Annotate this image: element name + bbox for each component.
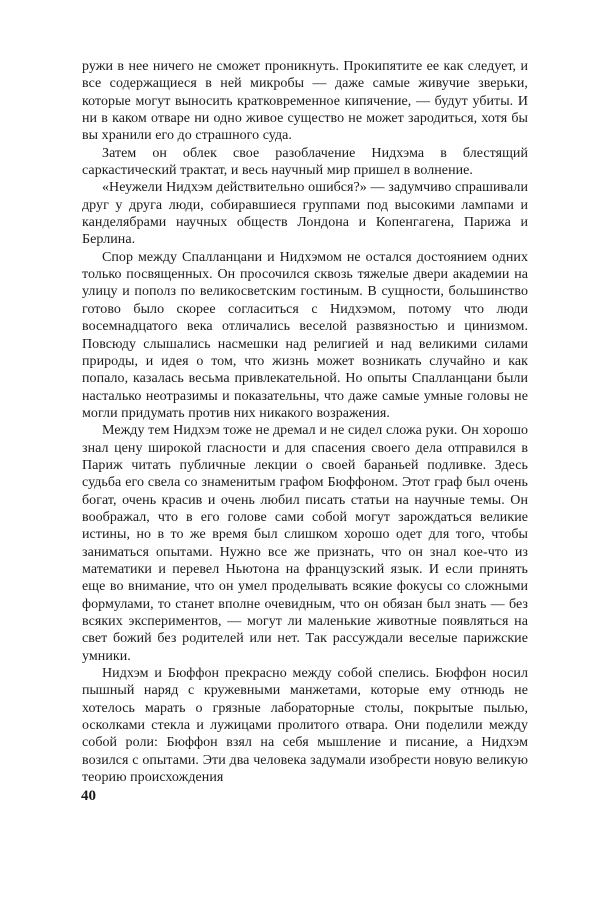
paragraph-treatise: Затем он облек свое разоблачение Нидхэма в блестящий саркастический трактат, и весь научный мир пришел в волнение. [82, 145, 528, 179]
paragraph-continuation: ружи в нее ничего не сможет проникнуть. Прокипятите ее как следует, и все содержащиеся в ней микробы — даже самые живучие зверьки, которые могут выносить кратковременное кипячение, — будут убиты. И ни в каком отваре ни одно живое существо не может зародиться, хотя бы вы хранили его до страшного суда. [82, 59, 528, 144]
paragraph-needham-buffon: Нидхэм и Бюффон прекрасно между собой спелись. Бюффон носил пышный наряд с кружевными манжетами, которые ему отнюдь не хотелось марать о грязные лабораторные столы, покрытые пылью, осколками стекла и лужицами пролитого отвара. Они поделили между собой роли: Бюффон взял на себя мышление и писание, а Нидхэм возился с опытами. Эти два человека задумали изобрести новую великую теорию происхождения [82, 666, 528, 786]
paragraph-needham-paris: Между тем Нидхэм тоже не дремал и не сидел сложа руки. Он хорошо знал цену широкой гласности и для спасения своего дела отправился в Париж читать публичные лекции о своей бараньей подливке. Здесь судьба его свела со знаменитым графом Бюффоном. Этот граф был очень богат, очень красив и очень любил писать статьи на научные темы. Он воображал, что в его голове сами собой могут зарождаться великие истины, но в то же время был слишком хорошо одет для того, чтобы заниматься опытами. Нужно все же признать, что он знал кое-что из математики и перевел Ньютона на французский язык. И если принять еще во внимание, что он умел проделывать всякие фокусы со сложными формулами, то станет вполне очевидным, что он обязан был знать — без всяких экспериментов, — могут ли маленькие животные появляться на свет божий без родителей или нет. Так рассуждали веселые парижские умники. [82, 423, 528, 664]
paragraph-dispute: Спор между Спалланцани и Нидхэмом не остался достоянием одних только посвященных. Он просочился сквозь тяжелые двери академии на улицу и пополз по великосветским гостиным. В сущности, большинство готово было скорее согласиться с Нидхэмом, потому что люди восемнадцатого века отличались веселой развязностью и цинизмом. Повсюду слышались насмешки над религией и над великими силами природы, и идея о том, что жизнь может возникать случайно и как попало, казалась весьма привлекательной. Но опыты Спалланцани были насталько неотразимы и показательны, что даже самые умные головы не могли придумать против них никакого возражения. [82, 249, 528, 421]
page-body [82, 58, 528, 786]
paragraph-question: «Неужели Нидхэм действительно ошибся?» — задумчиво спрашивали друг у друга люди, собиравшиеся группами под высокими лампами и канделябрами научных обществ Лондона и Копенгагена, Парижа и Берлина. [82, 180, 528, 248]
page-number: 40 [81, 788, 96, 804]
